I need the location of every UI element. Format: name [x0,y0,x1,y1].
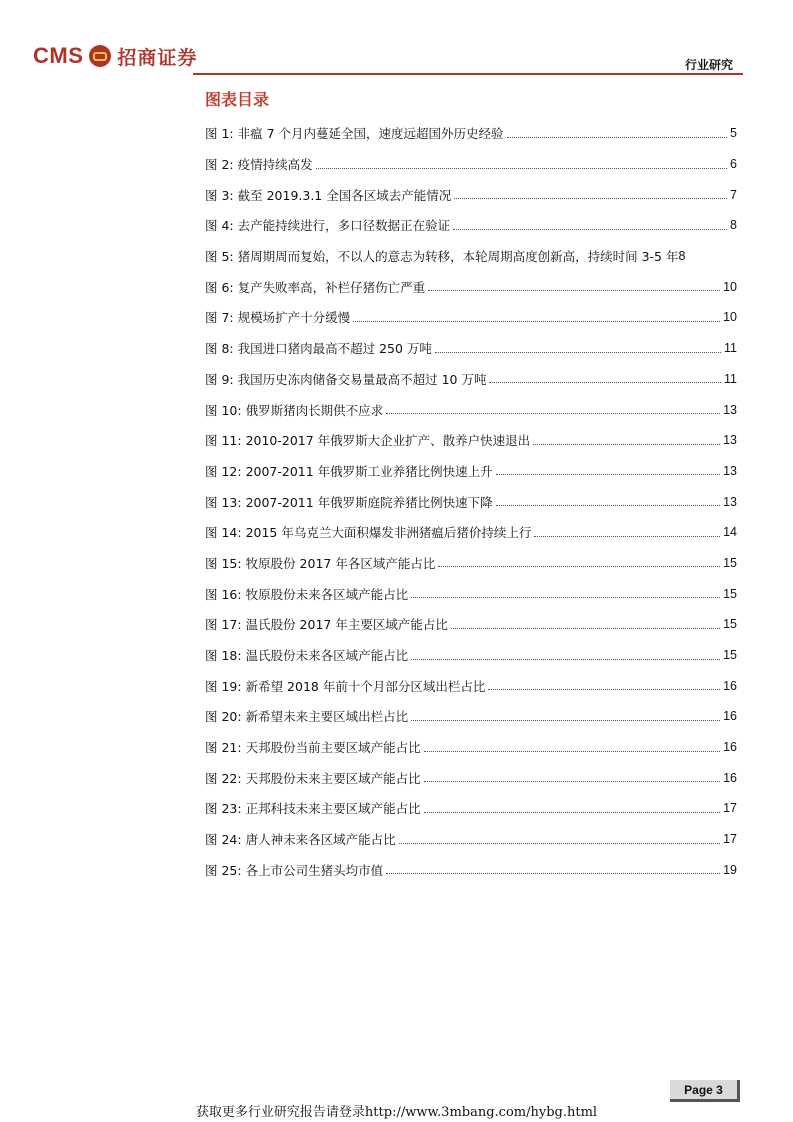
toc-item-leader-dots [411,659,720,660]
toc-item-leader-dots [454,198,727,199]
page-header [0,0,793,80]
toc-item-label: 图 10: 俄罗斯猪肉长期供不应求 [205,402,384,418]
toc-item-label: 图 22: 天邦股份未来主要区域产能占比 [205,770,421,786]
toc-item-page: 15 [723,586,737,601]
toc-item-leader-dots [451,628,720,629]
header-divider [193,73,743,75]
toc-item-page: 10 [723,310,737,325]
toc-item-leader-dots [316,168,727,169]
toc-item-page: 13 [723,494,737,509]
toc-item[interactable] [205,548,750,579]
toc-item-leader-dots [489,382,721,383]
toc-item[interactable] [205,640,750,671]
toc-item-label: 图 14: 2015 年乌克兰大面积爆发非洲猪瘟后猪价持续上行 [205,525,532,541]
toc-item-leader-dots [533,444,720,445]
toc-item-leader-dots [488,689,720,690]
toc-item[interactable] [205,333,750,364]
toc-item-page: 11 [724,341,737,356]
toc-item[interactable] [205,456,750,487]
toc-item-leader-dots [438,566,720,567]
toc-item-label: 图 21: 天邦股份当前主要区域产能占比 [205,740,421,756]
toc-item[interactable] [205,210,750,241]
toc-item-page: 13 [723,402,737,417]
logo-company-name: 招商证券 [117,46,198,69]
toc-item-page: 16 [723,709,737,724]
toc-item-label: 图 24: 唐人神未来各区域产能占比 [205,832,396,848]
toc-item-label: 图 3: 截至 2019.3.1 全国各区域去产能情况 [205,187,452,203]
toc-item-page: 15 [723,648,737,663]
toc-item[interactable] [205,271,750,302]
toc-item[interactable] [205,855,750,886]
toc-item-page: 15 [723,617,737,632]
toc-item[interactable] [205,394,750,425]
toc-item-leader-dots [353,321,720,322]
toc-item-leader-dots [424,751,721,752]
toc-item-page: 5 [730,126,737,141]
toc-item[interactable] [205,762,750,793]
toc-item-page: 11 [724,371,737,386]
toc-item-leader-dots [453,229,727,230]
toc-item-leader-dots [386,873,720,874]
toc-item-page: 6 [730,157,737,172]
toc-item-page: 15 [723,555,737,570]
toc-item-leader-dots [428,290,720,291]
toc-item-page: 8 [678,249,686,264]
toc-item[interactable] [205,517,750,548]
toc-item[interactable] [205,486,750,517]
toc-item-label: 图 12: 2007-2011 年俄罗斯工业养猪比例快速上升 [205,463,493,479]
toc-item-leader-dots [534,536,720,537]
toc-item-label: 图 15: 牧原股份 2017 年各区域产能占比 [205,555,436,571]
toc-item-label: 图 2: 疫情持续高发 [205,157,313,173]
toc-list [205,118,750,885]
toc-item-label: 图 19: 新希望 2018 年前十个月部分区域出栏占比 [205,678,486,694]
toc-item-label: 图 8: 我国进口猪肉最高不超过 250 万吨 [205,341,432,357]
toc-item-label: 图 6: 复产失败率高，补栏仔猪伤亡严重 [205,279,426,295]
toc-item-leader-dots [399,843,721,844]
toc-item[interactable] [205,118,750,149]
toc-item-label: 图 16: 牧原股份未来各区域产能占比 [205,586,409,602]
toc-item-page: 7 [730,187,737,202]
toc-item[interactable] [205,364,750,395]
toc-item-page: 13 [723,433,737,448]
toc-item-page: 17 [723,801,737,816]
toc-item-label: 图 4: 去产能持续进行，多口径数据正在验证 [205,218,451,234]
toc-item-leader-dots [496,505,720,506]
toc-item-label: 图 7: 规模场扩产十分缓慢 [205,310,351,326]
toc-item-leader-dots [411,720,720,721]
toc-item-leader-dots [496,474,720,475]
toc-item-label: 图 17: 温氏股份 2017 年主要区域产能占比 [205,617,448,633]
toc-item-page: 13 [723,463,737,478]
toc-item-label: 图 1: 非瘟 7 个月内蔓延全国，速度远超国外历史经验 [205,126,504,142]
toc-item-page: 16 [723,740,737,755]
toc-item-label: 图 25: 各上市公司生猪头均市值 [205,862,384,878]
toc-item[interactable] [205,149,750,180]
toc-item-label: 图 9: 我国历史冻肉储备交易量最高不超过 10 万吨 [205,371,487,387]
toc-item[interactable] [205,179,750,210]
toc-item-page: 14 [723,525,737,540]
toc-item[interactable] [205,732,750,763]
toc-item-label: 图 5: 猪周期周而复始，不以人的意志为转移，本轮周期高度创新高，持续时间 3-5 年 [205,249,679,265]
toc-item-label: 图 20: 新希望未来主要区域出栏占比 [205,709,409,725]
toc-item[interactable] [205,609,750,640]
toc-item-leader-dots [435,352,721,353]
toc-title: 图表目录 [205,90,270,109]
toc-item-label: 图 11: 2010-2017 年俄罗斯大企业扩产、散养户快速退出 [205,433,531,449]
toc-item[interactable] [205,425,750,456]
toc-item-label: 图 13: 2007-2011 年俄罗斯庭院养猪比例快速下降 [205,494,493,510]
logo-cms-text: CMS [33,43,84,68]
toc-item-leader-dots [411,597,720,598]
toc-item-page: 10 [723,279,737,294]
company-logo [33,42,197,70]
toc-item[interactable] [205,793,750,824]
toc-item[interactable] [205,302,750,333]
toc-item-leader-dots [507,137,728,138]
toc-item-leader-dots [424,812,721,813]
toc-item[interactable] [205,824,750,855]
toc-item-page: 19 [723,862,737,877]
toc-item-leader-dots [424,781,721,782]
footer-note[interactable]: 获取更多行业研究报告请登录http://www.3mbang.com/hybg.html [195,1105,598,1120]
toc-item-page: 16 [723,770,737,785]
cms-emblem-icon [89,45,111,67]
toc-item[interactable] [205,578,750,609]
toc-item-label: 图 23: 正邦科技未来主要区域产能占比 [205,801,421,817]
toc-item[interactable] [205,701,750,732]
toc-item-page: 17 [723,832,737,847]
toc-item-label: 图 18: 温氏股份未来各区域产能占比 [205,648,409,664]
toc-item-page: 8 [730,218,737,233]
page-number-box: Page 3 [670,1080,740,1102]
section-label: 行业研究 [684,58,733,72]
toc-item-leader-dots [386,413,720,414]
toc-item[interactable] [205,241,750,272]
toc-item-page: 16 [723,678,737,693]
toc-item[interactable] [205,670,750,701]
